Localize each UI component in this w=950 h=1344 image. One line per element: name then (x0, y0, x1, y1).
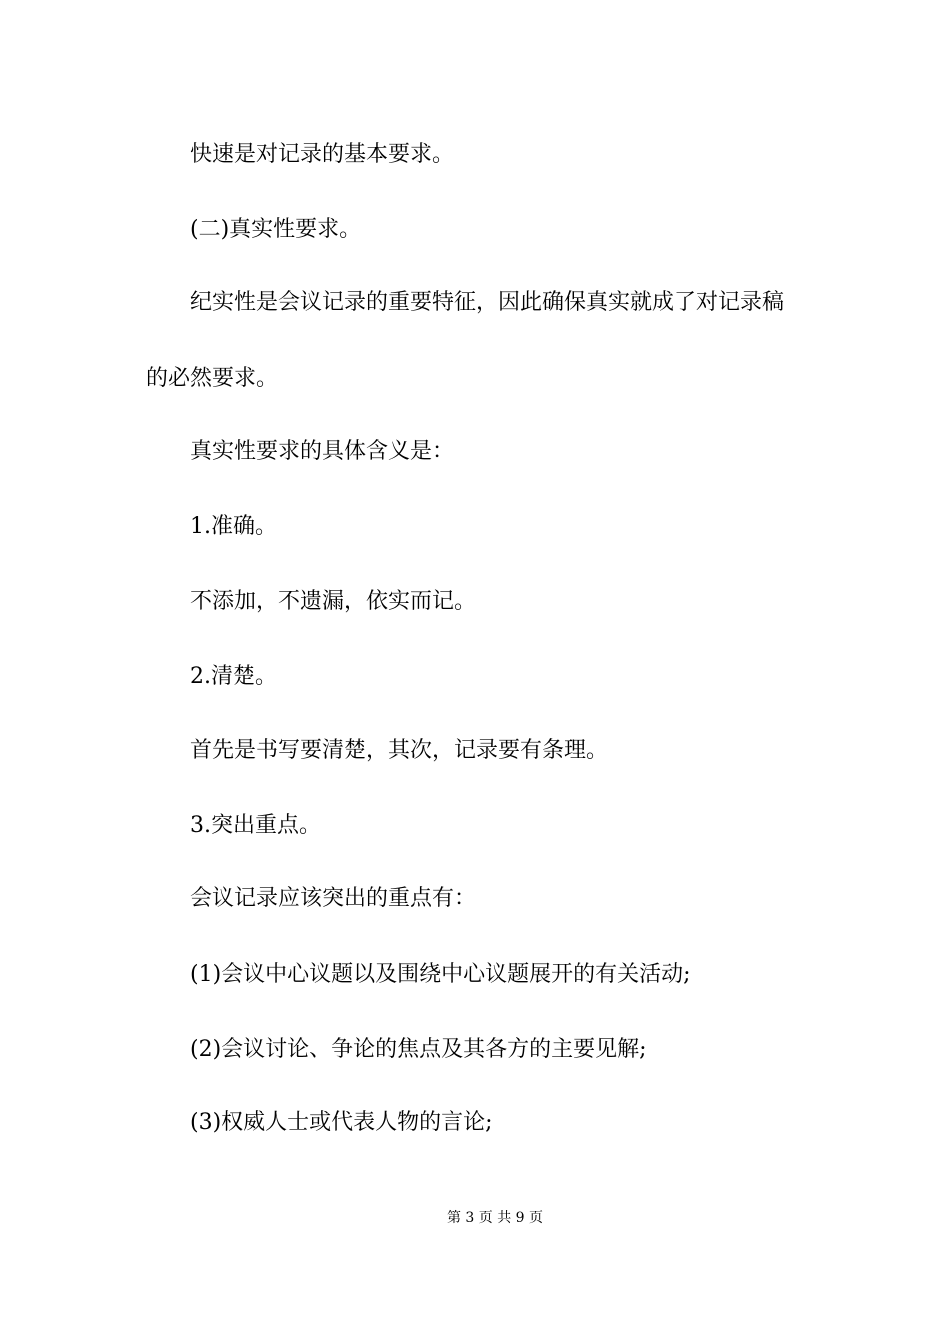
list-heading: 1.准确。 (190, 514, 277, 539)
list-item: (3)权威人士或代表人物的言论; (190, 1110, 493, 1135)
list-heading: 3.突出重点。 (190, 813, 321, 838)
list-item: (2)会议讨论、争论的焦点及其各方的主要见解; (190, 1037, 647, 1062)
paragraph-line: 的必然要求。 (146, 366, 279, 391)
paragraph-line: 不添加，不遗漏，依实而记。 (190, 589, 477, 614)
paragraph-line: 快速是对记录的基本要求。 (190, 142, 455, 167)
list-item: (1)会议中心议题以及围绕中心议题展开的有关活动; (190, 962, 691, 987)
section-heading: (二)真实性要求。 (190, 217, 362, 242)
list-heading: 2.清楚。 (190, 664, 277, 689)
paragraph-line: 真实性要求的具体含义是： (190, 439, 455, 464)
paragraph-line: 纪实性是会议记录的重要特征，因此确保真实就成了对记录稿 (190, 290, 785, 315)
paragraph-line: 会议记录应该突出的重点有： (190, 886, 477, 911)
paragraph-line: 首先是书写要清楚，其次，记录要有条理。 (190, 738, 609, 763)
page-number-footer: 第 3 页 共 9 页 (446, 1210, 544, 1226)
